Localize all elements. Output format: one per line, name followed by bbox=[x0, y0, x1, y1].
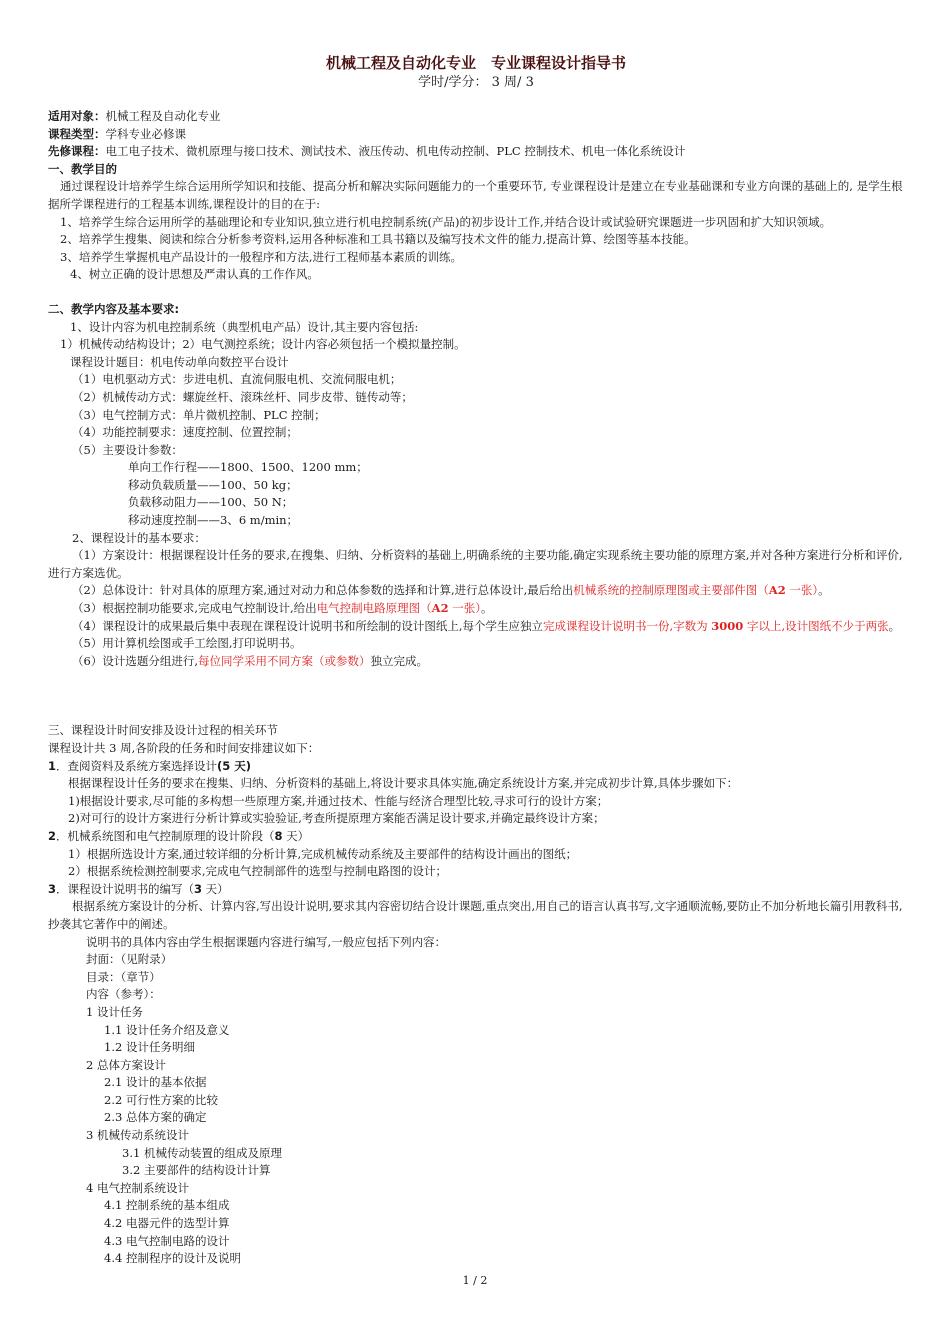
design-param: 负载移动阻力——100、50 N； bbox=[128, 495, 294, 510]
stage-3-para: 根据系统方案设计的分析、计算内容,写出设计说明,要求其内容密切结合设计课题,重点突出,用自己的语言认真书写,文字通顺流畅,要防止不加分析地长篇引用教科书,抄袭其它著作中的阐述。 bbox=[48, 899, 903, 931]
toc-subsection: 2.2 可行性方案的比较 bbox=[104, 1092, 218, 1107]
stage-1-title: 1．查阅资料及系统方案选择设计(5 天) bbox=[48, 758, 252, 773]
toc-subsection: 4.4 控制程序的设计及说明 bbox=[104, 1251, 241, 1266]
toc-subsection: 3.2 主要部件的结构设计计算 bbox=[122, 1163, 271, 1178]
section-2-list-item: （2）机械传动方式：螺旋丝杆、滚珠丝杆、同步皮带、链传动等； bbox=[72, 389, 413, 404]
section-2-project-title: 课程设计题目：机电传动单向数控平台设计 bbox=[70, 354, 289, 369]
requirements-heading: 2、课程设计的基本要求： bbox=[72, 530, 206, 545]
section-1-item: 2、培养学生搜集、阅读和综合分析参考资料,运用各种标准和工具书籍以及编写技术文件的能力,提高计算、绘图等基本技能。 bbox=[60, 232, 696, 247]
design-param: 单向工作行程——1800、1500、1200 mm； bbox=[128, 460, 368, 475]
stage-3-para-2: 说明书的具体内容由学生根据课题内容进行编写,一般应包括下列内容： bbox=[86, 934, 447, 949]
section-3-heading: 三、课程设计时间安排及设计过程的相关环节 bbox=[48, 723, 278, 738]
toc-subsection: 4.2 电器元件的选型计算 bbox=[104, 1216, 230, 1231]
requirement-1: （1）方案设计：根据课程设计任务的要求,在搜集、归纳、分析资料的基础上,明确系统的主要功能,确定实现系统主要功能的原理方案,并对各种方案进行分析和评价,进行方案选优。 bbox=[48, 548, 903, 580]
section-1-heading: 一、教学目的 bbox=[48, 161, 117, 176]
section-1-item: 1、培养学生综合运用所学的基础理论和专业知识,独立进行机电控制系统(产品)的初步设计工作,并结合设计或试验研究课题进一步巩固和扩大知识领域。 bbox=[60, 214, 832, 229]
toc-chapter: 4 电气控制系统设计 bbox=[86, 1180, 189, 1195]
section-2-list-item: （5）主要设计参数： bbox=[72, 442, 183, 457]
requirement-6: （6）设计选题分组进行,每位同学采用不同方案（或参数）独立完成。 bbox=[72, 653, 428, 668]
document-page bbox=[48, 52, 904, 1268]
toc-subsection: 4.3 电气控制电路的设计 bbox=[104, 1233, 230, 1248]
stage-1-step: 2)对可行的设计方案进行分析计算或实验验证,考查所提原理方案能否满足设计要求,并确定最终设计方案； bbox=[68, 811, 605, 826]
toc-chapter: 1 设计任务 bbox=[86, 1004, 143, 1019]
doc-subtitle: 学时/学分： 3 周/ 3 bbox=[418, 75, 534, 90]
meta-target: 适用对象：机械工程及自动化专业 bbox=[48, 109, 221, 123]
section-2-heading: 二、教学内容及基本要求: bbox=[48, 301, 180, 316]
stage-3-title: 3．课程设计说明书的编写（3 天） bbox=[48, 881, 229, 896]
requirement-2: （2）总体设计：针对具体的原理方案,通过对动力和总体参数的选择和计算,进行总体设计,最后给出机械系统的控制原理图或主要部件图（A2 一张）。 bbox=[72, 583, 830, 598]
toc-subsection: 1.2 设计任务明细 bbox=[104, 1040, 195, 1055]
section-3-intro: 课程设计共 3 周,各阶段的任务和时间安排建议如下： bbox=[48, 741, 320, 755]
toc-subsection: 3.1 机械传动装置的组成及原理 bbox=[122, 1145, 282, 1160]
section-1-item: 3、培养学生掌握机电产品设计的一般程序和方法,进行工程师基本素质的训练。 bbox=[60, 249, 462, 264]
section-1-intro: 通过课程设计培养学生综合运用所学知识和技能、提高分析和解决实际问题能力的一个重要环节, 专业课程设计是建立在专业基础课和专业方向课的基础上的, 是学生根据所学课程进行的工程基本训练,课程设计的目的在于: bbox=[48, 179, 903, 211]
requirement-5: （5）用计算机绘图或手工绘图,打印说明书。 bbox=[72, 636, 302, 651]
toc-subsection: 1.1 设计任务介绍及意义 bbox=[104, 1022, 230, 1037]
meta-type: 课程类型：学科专业必修课 bbox=[48, 126, 186, 141]
section-2-list-item: （3）电气控制方式：单片微机控制、PLC 控制； bbox=[72, 407, 326, 422]
requirement-4: （4）课程设计的成果最后集中表现在课程设计说明书和所绘制的设计图纸上,每个学生应独立完成课程设计说明书一份,字数为 3000 字以上,设计图纸不少于两张。 bbox=[72, 618, 901, 633]
section-2-para: 1）机械传动结构设计；2）电气测控系统；设计内容必须包括一个模拟量控制。 bbox=[60, 337, 466, 352]
section-2-list-item: （1）电机驱动方式：步进电机、直流伺服电机、交流伺服电机； bbox=[72, 372, 402, 387]
stage-2-step: 2）根据系统检测控制要求,完成电气控制部件的选型与控制电路图的设计； bbox=[68, 864, 447, 879]
toc-contents: 目录：（章节） bbox=[86, 969, 161, 984]
stage-2-title: 2．机械系统图和电气控制原理的设计阶段（8 天） bbox=[48, 828, 310, 843]
toc-chapter: 2 总体方案设计 bbox=[86, 1057, 166, 1072]
toc-subsection: 4.1 控制系统的基本组成 bbox=[104, 1198, 230, 1213]
doc-title: 机械工程及自动化专业 专业课程设计指导书 bbox=[325, 54, 626, 72]
section-1-item: 4、树立正确的设计思想及严肃认真的工作作风。 bbox=[70, 267, 319, 282]
toc-subsection: 2.3 总体方案的确定 bbox=[104, 1110, 207, 1125]
stage-1-step: 1)根据设计要求,尽可能的多构想一些原理方案,并通过技术、性能与经济合理型比较,寻求可行的设计方案； bbox=[68, 793, 609, 808]
toc-cover: 封面：（见附录） bbox=[86, 952, 173, 967]
section-2-list-item: （4）功能控制要求：速度控制、位置控制； bbox=[72, 425, 298, 440]
stage-2-step: 1）根据所选设计方案,通过较详细的分析计算,完成机械传动系统及主要部件的结构设计画出的图纸； bbox=[68, 846, 578, 861]
toc-content-ref: 内容（参考）： bbox=[86, 987, 161, 1002]
toc-subsection: 2.1 设计的基本依据 bbox=[104, 1075, 207, 1090]
requirement-3: （3）根据控制功能要求,完成电气控制设计,给出电气控制电路原理图（A2 一张）。 bbox=[72, 601, 493, 616]
toc-chapter: 3 机械传动系统设计 bbox=[86, 1128, 189, 1143]
stage-1-para: 根据课程设计任务的要求在搜集、归纳、分析资料的基础上,将设计要求具体实施,确定系统设计方案,并完成初步计算,具体步骤如下： bbox=[68, 776, 739, 791]
page-number: 1 / 2 bbox=[462, 1274, 488, 1287]
design-param: 移动负载质量——100、50 kg； bbox=[128, 477, 298, 492]
design-param: 移动速度控制——3、6 m/min； bbox=[128, 513, 299, 528]
meta-prereq: 先修课程：电工电子技术、微机原理与接口技术、测试技术、液压传动、机电传动控制、PLC 控制技术、机电一体化系统设计 bbox=[48, 144, 686, 159]
section-2-para: 1、设计内容为机电控制系统（典型机电产品）设计,其主要内容包括: bbox=[70, 319, 419, 334]
